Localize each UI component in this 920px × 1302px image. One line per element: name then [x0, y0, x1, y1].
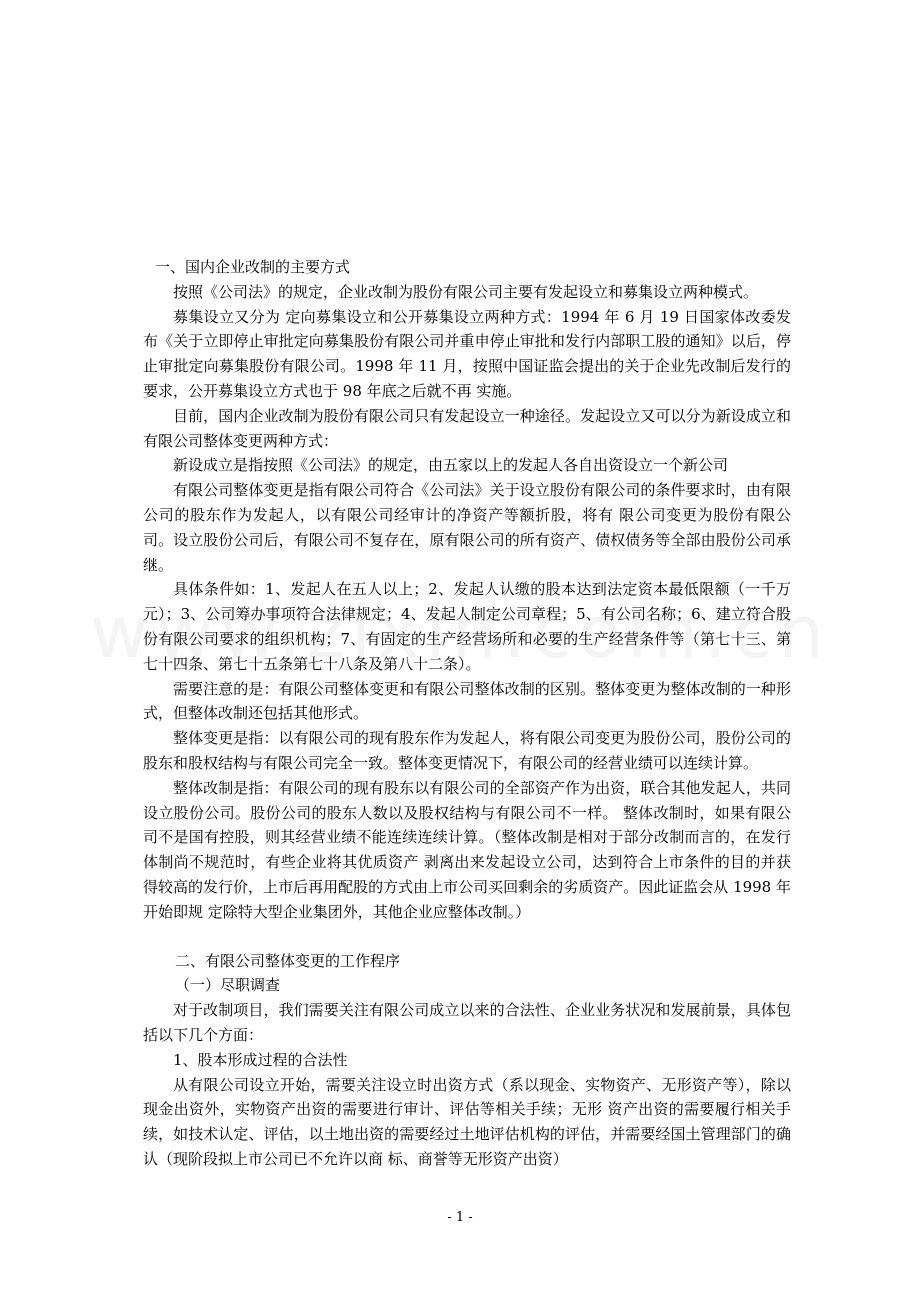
- paragraph: 有限公司整体变更是指有限公司符合《公司法》关于设立股份有限公司的条件要求时，由有限公司的股东作为发起人，以有限公司经审计的净资产等额折股，将有 限公司变更为股份有限公司。设立股份公司后，有限公司不复存在，原有限公司的所有资产、债权债务等全部由股份公司承继。: [143, 481, 791, 574]
- paragraph: 对于改制项目，我们需要关注有限公司成立以来的合法性、企业业务状况和发展前景，具体包括以下几个方面：: [143, 1001, 791, 1044]
- paragraph: 新设成立是指按照《公司法》的规定，由五家以上的发起人各自出资设立一个新公司: [173, 456, 729, 475]
- paragraph: 目前，国内企业改制为股份有限公司只有发起设立一种途径。发起设立又可以分为新设成立和有限公司整体变更两种方式：: [143, 406, 791, 450]
- paragraph: 按照《公司法》的规定，企业改制为股份有限公司主要有发起设立和募集设立两种模式。: [173, 282, 759, 301]
- section-1-heading: 一、国内企业改制的主要方式: [155, 258, 351, 276]
- paragraph: 需要注意的是：有限公司整体变更和有限公司整体改制的区别。整体变更为整体改制的一种形式，但整体改制还包括其他形式。: [143, 679, 791, 723]
- subsection-heading: （一）尽职调查: [175, 976, 281, 995]
- section-2-heading: 二、有限公司整体变更的工作程序: [175, 951, 401, 970]
- page-number: - 1 -: [447, 1210, 473, 1225]
- paragraph: 整体改制是指：有限公司的现有股东以有限公司的全部资产作为出资，联合其他发起人，共同设立股份公司。股份公司的股东人数以及股权结构与有限公司不一样。 整体改制时，如果有限公司不是国有控股，则其经营业绩不能连续连续计算。（整体改制是相对于部分改制而言的，在发行体制尚不规范时，有些企业将其优质资产 剥离出来发起设立公司，达到符合上市条件的目的并获得较高的发行价，上市后再用配股的方式由上市公司买回剩余的劣质资产。因此证监会从 1998 年开始即规 定除特大型企业集团外，其他企业应整体改制。）: [143, 778, 791, 921]
- paragraph: 募集设立又分为 定向募集设立和公开募集设立两种方式：1994 年 6 月 19 日国家体改委发布《关于立即停止审批定向募集股份有限公司并重申停止审批和发行内部职工股的通知》以后，停止审批定向募集股份有限公司。1998 年 11 月，按照中国证监会提出的关于企业先改制后发行的要求，公开募集设立方式也于 98 年底之后就不再 实施。: [143, 307, 791, 400]
- document-body: [143, 255, 791, 1172]
- list-item-heading: 1、股本形成过程的合法性: [173, 1050, 348, 1069]
- section-spacer: [143, 925, 791, 949]
- paragraph: 从有限公司设立开始，需要关注设立时出资方式（系以现金、实物资产、无形资产等），除以现金出资外，实物资产出资的需要进行审计、评估等相关手续；无形 资产出资的需要履行相关手续，如技术认定、评估，以土地出资的需要经过土地评估机构的评估，并需要经国土管理部门的确认（现阶段拟上市公司已不允许以商 标、商誉等无形资产出资）: [143, 1075, 791, 1168]
- paragraph: 整体变更是指：以有限公司的现有股东作为发起人，将有限公司变更为股份公司，股份公司的股东和股权结构与有限公司完全一致。整体变更情况下，有限公司的经营业绩可以连续计算。: [143, 729, 791, 772]
- paragraph: 具体条件如：1、发起人在五人以上；2、发起人认缴的股本达到法定资本最低限额（一千万元）；3、公司筹办事项符合法律规定；4、发起人制定公司章程；5、有公司名称；6、建立符合股份有限公司要求的组织机构；7、有固定的生产经营场所和必要的生产经营条件等（第七十三、第七十四条、第七十五条第七十八条及第八十二条）。: [143, 580, 791, 673]
